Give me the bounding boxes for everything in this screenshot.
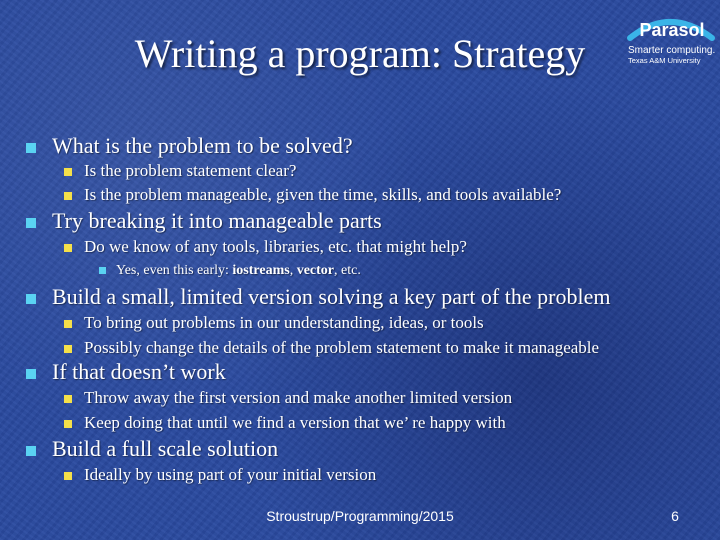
bullet-level1: Build a small, limited version solving a key part of the problem bbox=[52, 284, 611, 309]
bullet-text: , etc. bbox=[334, 263, 361, 278]
bullet-marker bbox=[26, 294, 36, 304]
bullet-marker bbox=[26, 369, 36, 379]
bullet-marker bbox=[99, 267, 106, 274]
bullet-marker bbox=[64, 345, 72, 353]
bullet-level3 bbox=[116, 262, 361, 280]
bullet-marker bbox=[26, 143, 36, 153]
bullet-level1: What is the problem to be solved? bbox=[52, 133, 353, 158]
slide-footer: Stroustrup/Programming/2015 bbox=[266, 508, 454, 524]
bullet-level2: Possibly change the details of the problem statement to make it manageable bbox=[84, 338, 600, 357]
code-term-iostreams: iostreams bbox=[232, 263, 290, 278]
bullet-level2: Keep doing that until we find a version that we’ re happy with bbox=[84, 413, 506, 432]
bullet-level1: Build a full scale solution bbox=[52, 436, 279, 461]
separator-text: , bbox=[289, 263, 297, 278]
bullet-level1: If that doesn’t work bbox=[52, 359, 226, 384]
code-term-vector: vector bbox=[296, 263, 335, 278]
bullet-level2: Ideally by using part of your initial version bbox=[84, 465, 377, 484]
bullet-marker bbox=[64, 420, 72, 428]
logo-tagline: Smarter computing. bbox=[628, 45, 716, 56]
bullet-marker bbox=[26, 218, 36, 228]
bullet-level1: Try breaking it into manageable parts bbox=[52, 208, 382, 233]
page-number: 6 bbox=[671, 508, 679, 524]
bullet-level2: To bring out problems in our understanding, ideas, or tools bbox=[84, 313, 484, 332]
bullet-marker bbox=[64, 320, 72, 328]
bullet-marker bbox=[64, 192, 72, 200]
bullet-marker bbox=[64, 244, 72, 252]
logo-name: Parasol bbox=[639, 20, 705, 40]
bullet-level2: Is the problem manageable, given the time, skills, and tools available? bbox=[84, 185, 562, 204]
bullet-marker bbox=[64, 395, 72, 403]
slide-title: Writing a program: Strategy bbox=[134, 31, 586, 76]
bullet-level2: Do we know of any tools, libraries, etc. that might help? bbox=[84, 237, 467, 256]
bullet-level2: Is the problem statement clear? bbox=[84, 161, 297, 180]
bullet-marker bbox=[64, 168, 72, 176]
bullet-marker bbox=[64, 472, 72, 480]
bullet-level2: Throw away the first version and make another limited version bbox=[84, 388, 513, 407]
logo-institution: Texas A&M University bbox=[628, 56, 701, 65]
bullet-marker bbox=[26, 446, 36, 456]
bullet-text: Yes, even this early: bbox=[116, 263, 233, 278]
